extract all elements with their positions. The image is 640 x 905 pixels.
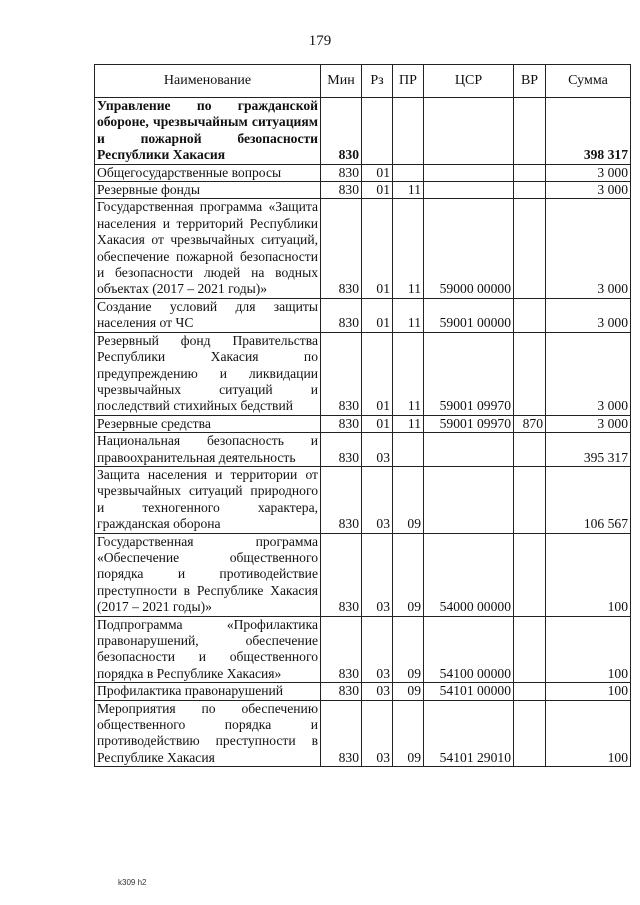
row-rz: 01 xyxy=(362,332,393,415)
row-min: 830 xyxy=(321,98,362,165)
row-min: 830 xyxy=(321,298,362,332)
table-row xyxy=(95,433,631,467)
row-vr xyxy=(514,533,546,616)
row-name: Резервные фонды xyxy=(95,182,321,199)
table-row xyxy=(95,182,631,199)
row-vr xyxy=(514,332,546,415)
row-sum: 398 317 xyxy=(546,98,631,165)
row-sum: 106 567 xyxy=(546,466,631,533)
row-pr: 09 xyxy=(393,466,424,533)
row-csr: 59001 09970 xyxy=(424,332,514,415)
row-name: Национальная безопасность и правоохранительная деятельность xyxy=(95,433,321,467)
row-min: 830 xyxy=(321,683,362,700)
row-rz: 01 xyxy=(362,182,393,199)
row-name: Резервные средства xyxy=(95,415,321,432)
row-rz: 03 xyxy=(362,433,393,467)
row-min: 830 xyxy=(321,332,362,415)
row-min: 830 xyxy=(321,466,362,533)
footer-code: k309 h2 xyxy=(118,878,147,887)
row-rz: 01 xyxy=(362,164,393,181)
row-pr: 09 xyxy=(393,700,424,767)
header-vr: ВР xyxy=(514,65,546,98)
row-vr xyxy=(514,98,546,165)
row-csr xyxy=(424,433,514,467)
table-row xyxy=(95,533,631,616)
row-csr: 54101 00000 xyxy=(424,683,514,700)
row-pr: 11 xyxy=(393,298,424,332)
row-vr xyxy=(514,616,546,683)
row-vr xyxy=(514,199,546,298)
row-pr: 09 xyxy=(393,616,424,683)
row-sum: 3 000 xyxy=(546,298,631,332)
row-csr xyxy=(424,164,514,181)
header-sum: Сумма xyxy=(546,65,631,98)
row-sum: 3 000 xyxy=(546,164,631,181)
table-row xyxy=(95,466,631,533)
row-vr xyxy=(514,433,546,467)
row-csr: 54100 00000 xyxy=(424,616,514,683)
row-pr xyxy=(393,98,424,165)
table-row xyxy=(95,199,631,298)
row-pr: 11 xyxy=(393,199,424,298)
header-name: Наименование xyxy=(95,65,321,98)
row-name: Государственная программа «Защита населения и территорий Республики Хакасия от чрезвычайных ситуаций, обеспечение пожарной безопасности и безопасности людей на водных объектах (2017 – 2021 годы)» xyxy=(95,199,321,298)
table-header-row xyxy=(95,65,631,98)
row-rz: 03 xyxy=(362,616,393,683)
row-pr xyxy=(393,164,424,181)
row-vr: 870 xyxy=(514,415,546,432)
row-vr xyxy=(514,164,546,181)
row-name: Профилактика правонарушений xyxy=(95,683,321,700)
row-sum: 395 317 xyxy=(546,433,631,467)
row-csr xyxy=(424,466,514,533)
row-csr: 54000 00000 xyxy=(424,533,514,616)
row-csr: 54101 29010 xyxy=(424,700,514,767)
row-rz: 03 xyxy=(362,533,393,616)
row-name: Управление по гражданской обороне, чрезвычайным ситуациям и пожарной безопасности Республики Хакасия xyxy=(95,98,321,165)
row-pr: 11 xyxy=(393,332,424,415)
row-rz: 01 xyxy=(362,415,393,432)
row-name: Защита населения и территории от чрезвычайных ситуаций природного и техногенного характера, гражданская оборона xyxy=(95,466,321,533)
row-name: Резервный фонд Правительства Республики Хакасия по предупреждению и ликвидации чрезвычайных ситуаций и последствий стихийных бедствий xyxy=(95,332,321,415)
budget-table xyxy=(94,64,631,767)
row-rz: 01 xyxy=(362,298,393,332)
table-row xyxy=(95,683,631,700)
table-row xyxy=(95,700,631,767)
row-pr: 11 xyxy=(393,182,424,199)
table-row xyxy=(95,164,631,181)
row-min: 830 xyxy=(321,164,362,181)
row-pr xyxy=(393,433,424,467)
row-vr xyxy=(514,700,546,767)
header-min: Мин xyxy=(321,65,362,98)
row-sum: 3 000 xyxy=(546,199,631,298)
row-name: Мероприятия по обеспечению общественного порядка и противодействию преступности в Республике Хакасия xyxy=(95,700,321,767)
row-csr: 59001 00000 xyxy=(424,298,514,332)
row-rz: 03 xyxy=(362,683,393,700)
table-row xyxy=(95,616,631,683)
row-min: 830 xyxy=(321,415,362,432)
row-vr xyxy=(514,182,546,199)
row-vr xyxy=(514,683,546,700)
row-name: Подпрограмма «Профилактика правонарушений, обеспечение безопасности и общественного порядка в Республике Хакасия» xyxy=(95,616,321,683)
row-rz xyxy=(362,98,393,165)
row-rz: 03 xyxy=(362,700,393,767)
row-name: Государственная программа «Обеспечение общественного порядка и противодействие преступности в Республике Хакасия (2017 – 2021 годы)» xyxy=(95,533,321,616)
table-row xyxy=(95,298,631,332)
row-pr: 09 xyxy=(393,683,424,700)
row-csr xyxy=(424,98,514,165)
row-sum: 3 000 xyxy=(546,182,631,199)
header-rz: Рз xyxy=(362,65,393,98)
row-name: Создание условий для защиты населения от ЧС xyxy=(95,298,321,332)
row-sum: 100 xyxy=(546,616,631,683)
row-min: 830 xyxy=(321,533,362,616)
row-vr xyxy=(514,298,546,332)
row-sum: 100 xyxy=(546,700,631,767)
row-pr: 11 xyxy=(393,415,424,432)
row-rz: 01 xyxy=(362,199,393,298)
table-row xyxy=(95,332,631,415)
row-min: 830 xyxy=(321,199,362,298)
row-rz: 03 xyxy=(362,466,393,533)
row-csr: 59000 00000 xyxy=(424,199,514,298)
row-min: 830 xyxy=(321,700,362,767)
row-sum: 100 xyxy=(546,683,631,700)
row-min: 830 xyxy=(321,433,362,467)
table-row xyxy=(95,415,631,432)
row-csr xyxy=(424,182,514,199)
row-min: 830 xyxy=(321,616,362,683)
header-pr: ПР xyxy=(393,65,424,98)
row-name: Общегосударственные вопросы xyxy=(95,164,321,181)
row-sum: 100 xyxy=(546,533,631,616)
table-row xyxy=(95,98,631,165)
header-csr: ЦСР xyxy=(424,65,514,98)
row-pr: 09 xyxy=(393,533,424,616)
row-sum: 3 000 xyxy=(546,332,631,415)
row-csr: 59001 09970 xyxy=(424,415,514,432)
row-min: 830 xyxy=(321,182,362,199)
page-number: 179 xyxy=(308,33,332,49)
row-vr xyxy=(514,466,546,533)
row-sum: 3 000 xyxy=(546,415,631,432)
